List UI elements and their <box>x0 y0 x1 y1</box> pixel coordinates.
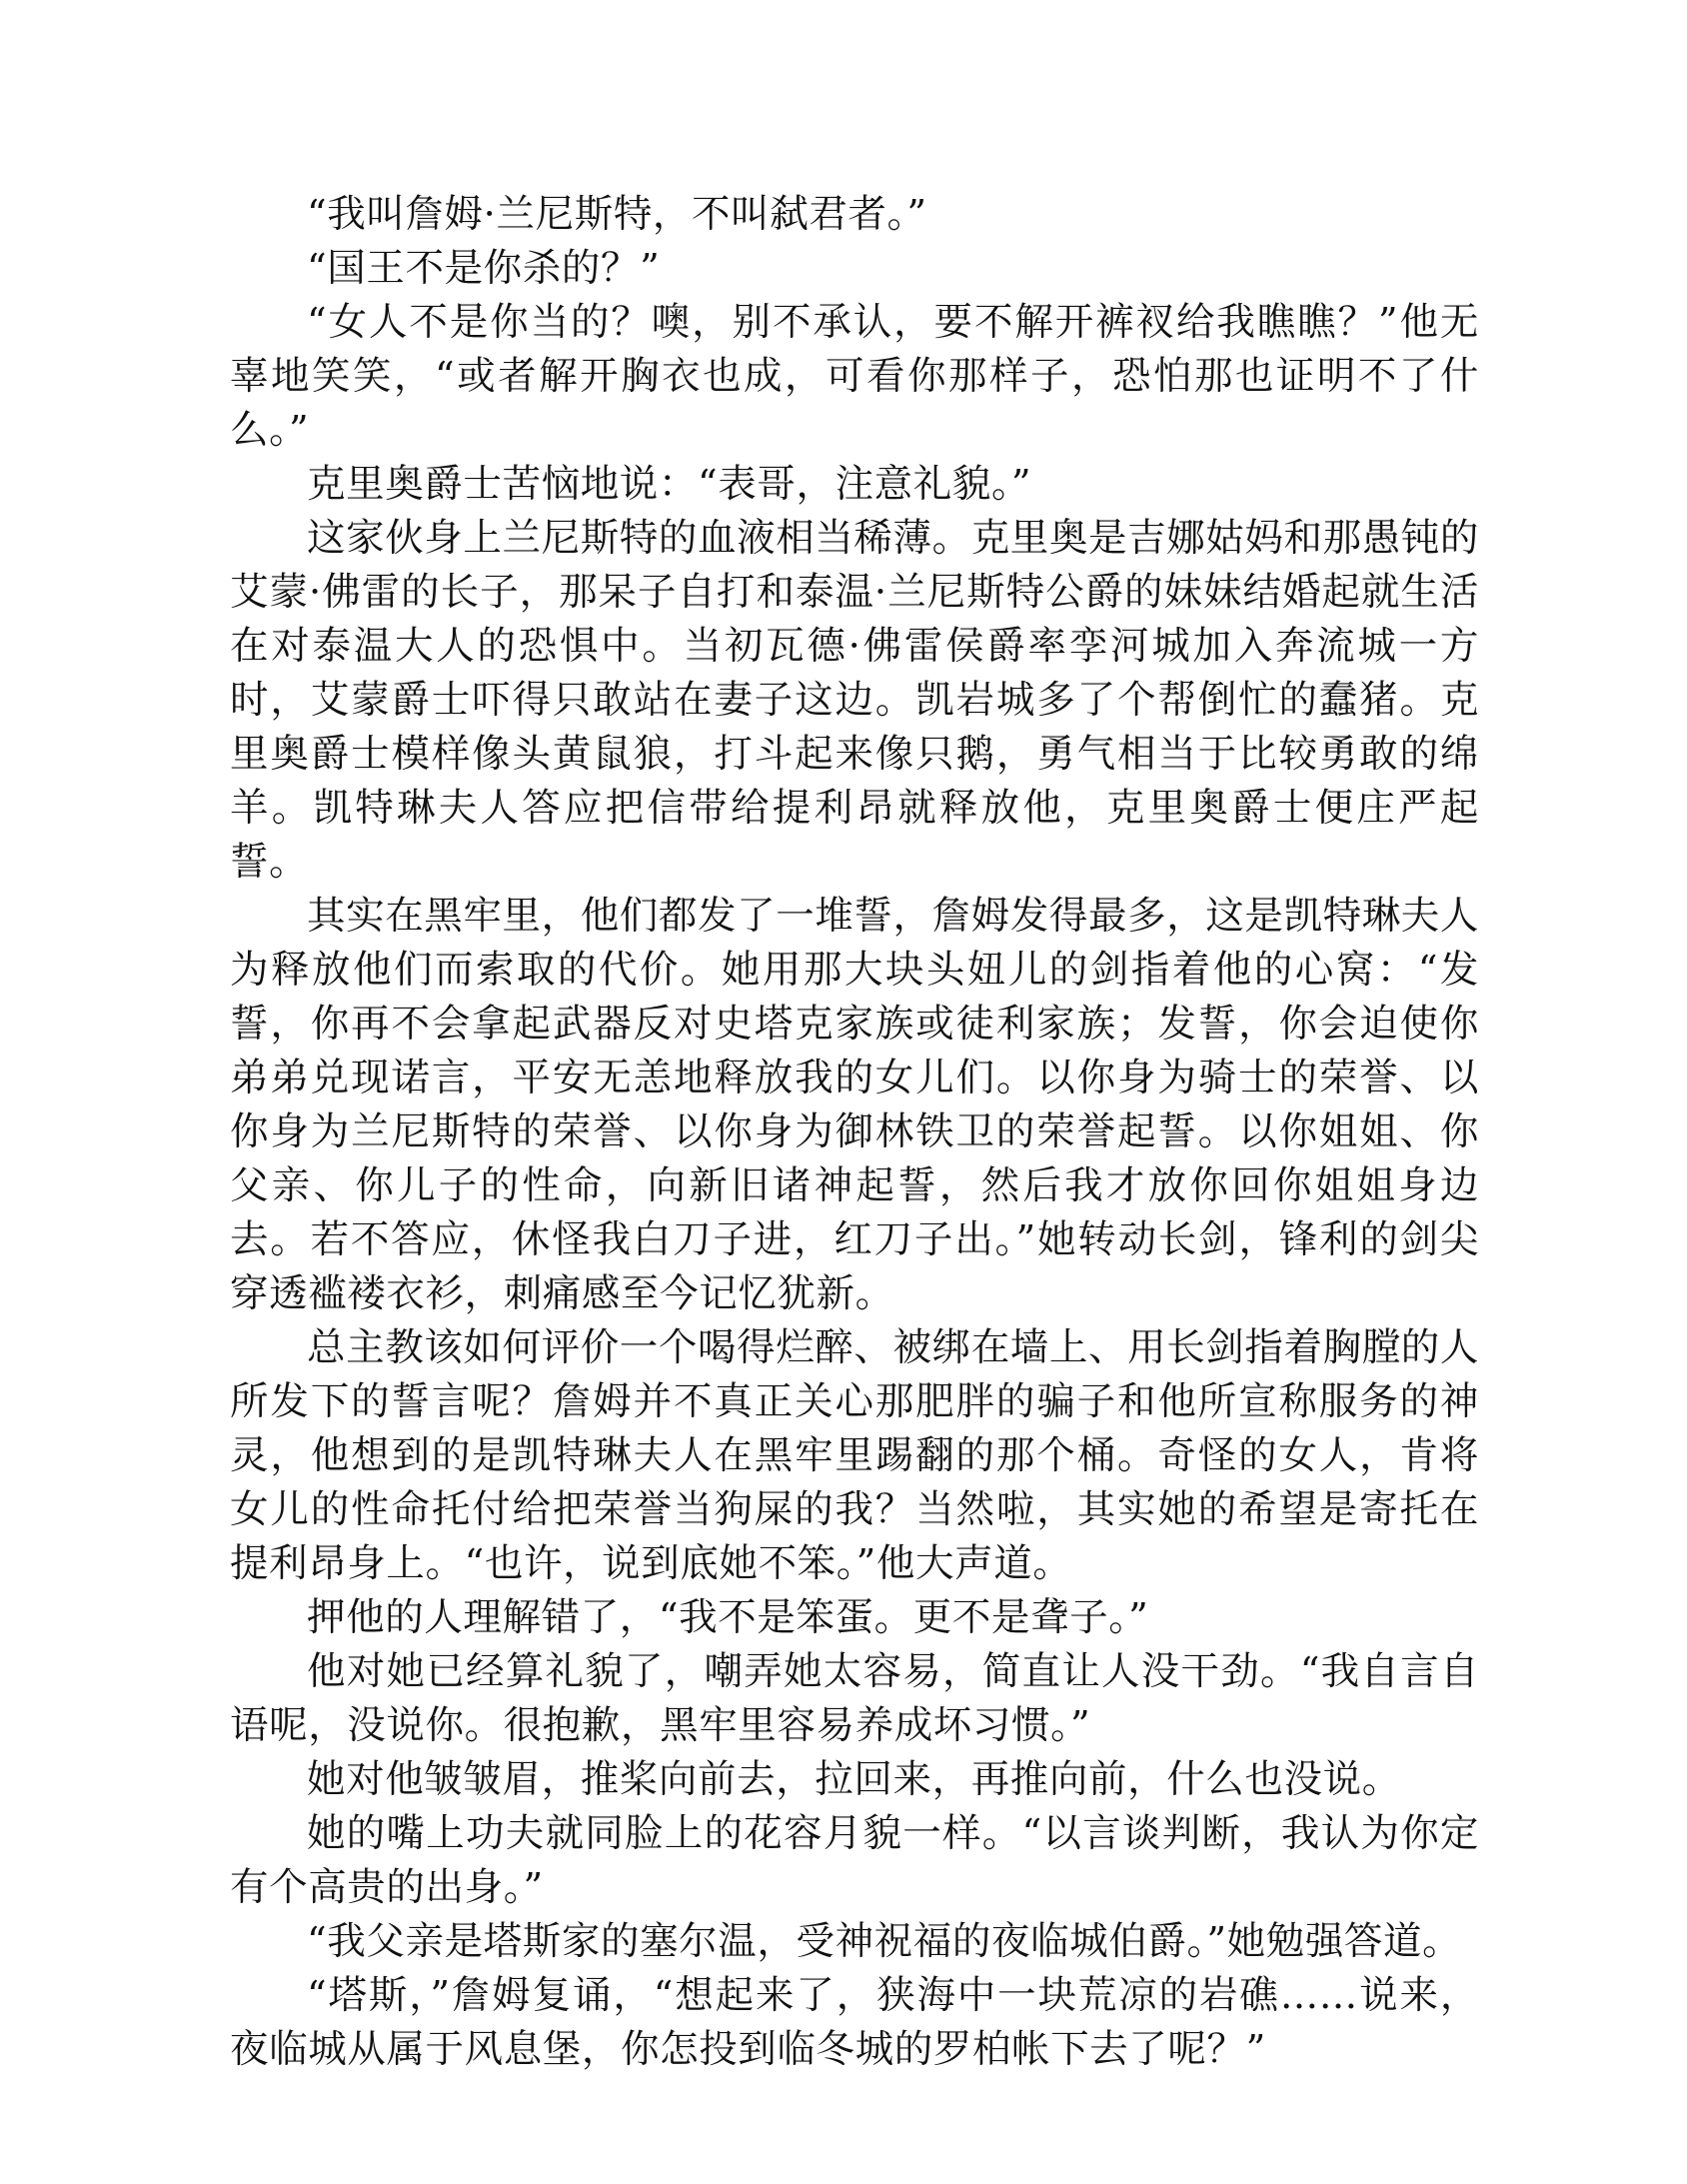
paragraph: “我父亲是塔斯家的塞尔温，受神祝福的夜临城伯爵。”她勉强答道。 <box>307 1919 1462 1964</box>
body-text <box>230 188 1479 2077</box>
paragraph: 他对她已经算礼貌了，嘲弄她太容易，简直让人没干劲。“我自言自语呢，没说你。很抱歉，黑牢里容易养成坏习惯。” <box>230 1649 1479 1748</box>
paragraph: 克里奥爵士苦恼地说：“表哥，注意礼貌。” <box>307 462 1032 507</box>
paragraph: 总主教该如何评价一个喝得烂醉、被绑在墙上、用长剑指着胸膛的人所发下的誓言呢？詹姆并不真正关心那肥胖的骗子和他所宣称服务的神灵，他想到的是凯特琳夫人在黑牢里踢翻的那个桶。奇怪的女人，肯将女儿的性命托付给把荣誉当狗屎的我？当然啦，其实她的希望是寄托在提利昂身上。“也许，说到底她不笨。”他大声道。 <box>230 1325 1480 1586</box>
paragraph: “国王不是你杀的？” <box>307 246 661 291</box>
paragraph: “塔斯，”詹姆复诵，“想起来了，狭海中一块荒凉的岩礁……说来，夜临城从属于风息堡，你怎投到临冬城的罗柏帐下去了呢？” <box>230 1973 1479 2072</box>
paragraph: “女人不是你当的？噢，别不承认，要不解开裤衩给我瞧瞧？”他无辜地笑笑，“或者解开胸衣也成，可看你那样子，恐怕那也证明不了什么。” <box>230 300 1479 453</box>
paragraph: 她的嘴上功夫就同脸上的花容月貌一样。“以言谈判断，我认为你定有个高贵的出身。” <box>230 1811 1479 1910</box>
paragraph: 押他的人理解错了，“我不是笨蛋。更不是聋子。” <box>307 1595 1149 1640</box>
paragraph: 她对他皱皱眉，推桨向前去，拉回来，再推向前，什么也没说。 <box>307 1757 1401 1802</box>
paragraph: 其实在黑牢里，他们都发了一堆誓，詹姆发得最多，这是凯特琳夫人为释放他们而索取的代价。她用那大块头妞儿的剑指着他的心窝：“发誓，你再不会拿起武器反对史塔克家族或徒利家族；发誓，你会迫使你弟弟兑现诺言，平安无恙地释放我的女儿们。以你身为骑士的荣誉、以你身为兰尼斯特的荣誉、以你身为御林铁卫的荣誉起誓。以你姐姐、你父亲、你儿子的性命，向新旧诸神起誓，然后我才放你回你姐姐身边去。若不答应，休怪我白刀子进，红刀子出。”她转动长剑，锋利的剑尖穿透褴褛衣衫，刺痛感至今记忆犹新。 <box>230 894 1480 1316</box>
paragraph: “我叫詹姆·兰尼斯特，不叫弑君者。” <box>307 192 927 237</box>
paragraph: 这家伙身上兰尼斯特的血液相当稀薄。克里奥是吉娜姑妈和那愚钝的艾蒙·佛雷的长子，那呆子自打和泰温·兰尼斯特公爵的妹妹结婚起就生活在对泰温大人的恐惧中。当初瓦德·佛雷侯爵率孪河城加入奔流城一方时，艾蒙爵士吓得只敢站在妻子这边。凯岩城多了个帮倒忙的蠢猪。克里奥爵士模样像头黄鼠狼，打斗起来像只鹅，勇气相当于比较勇敢的绵羊。凯特琳夫人答应把信带给提利昂就释放他，克里奥爵士便庄严起誓。 <box>230 516 1480 885</box>
